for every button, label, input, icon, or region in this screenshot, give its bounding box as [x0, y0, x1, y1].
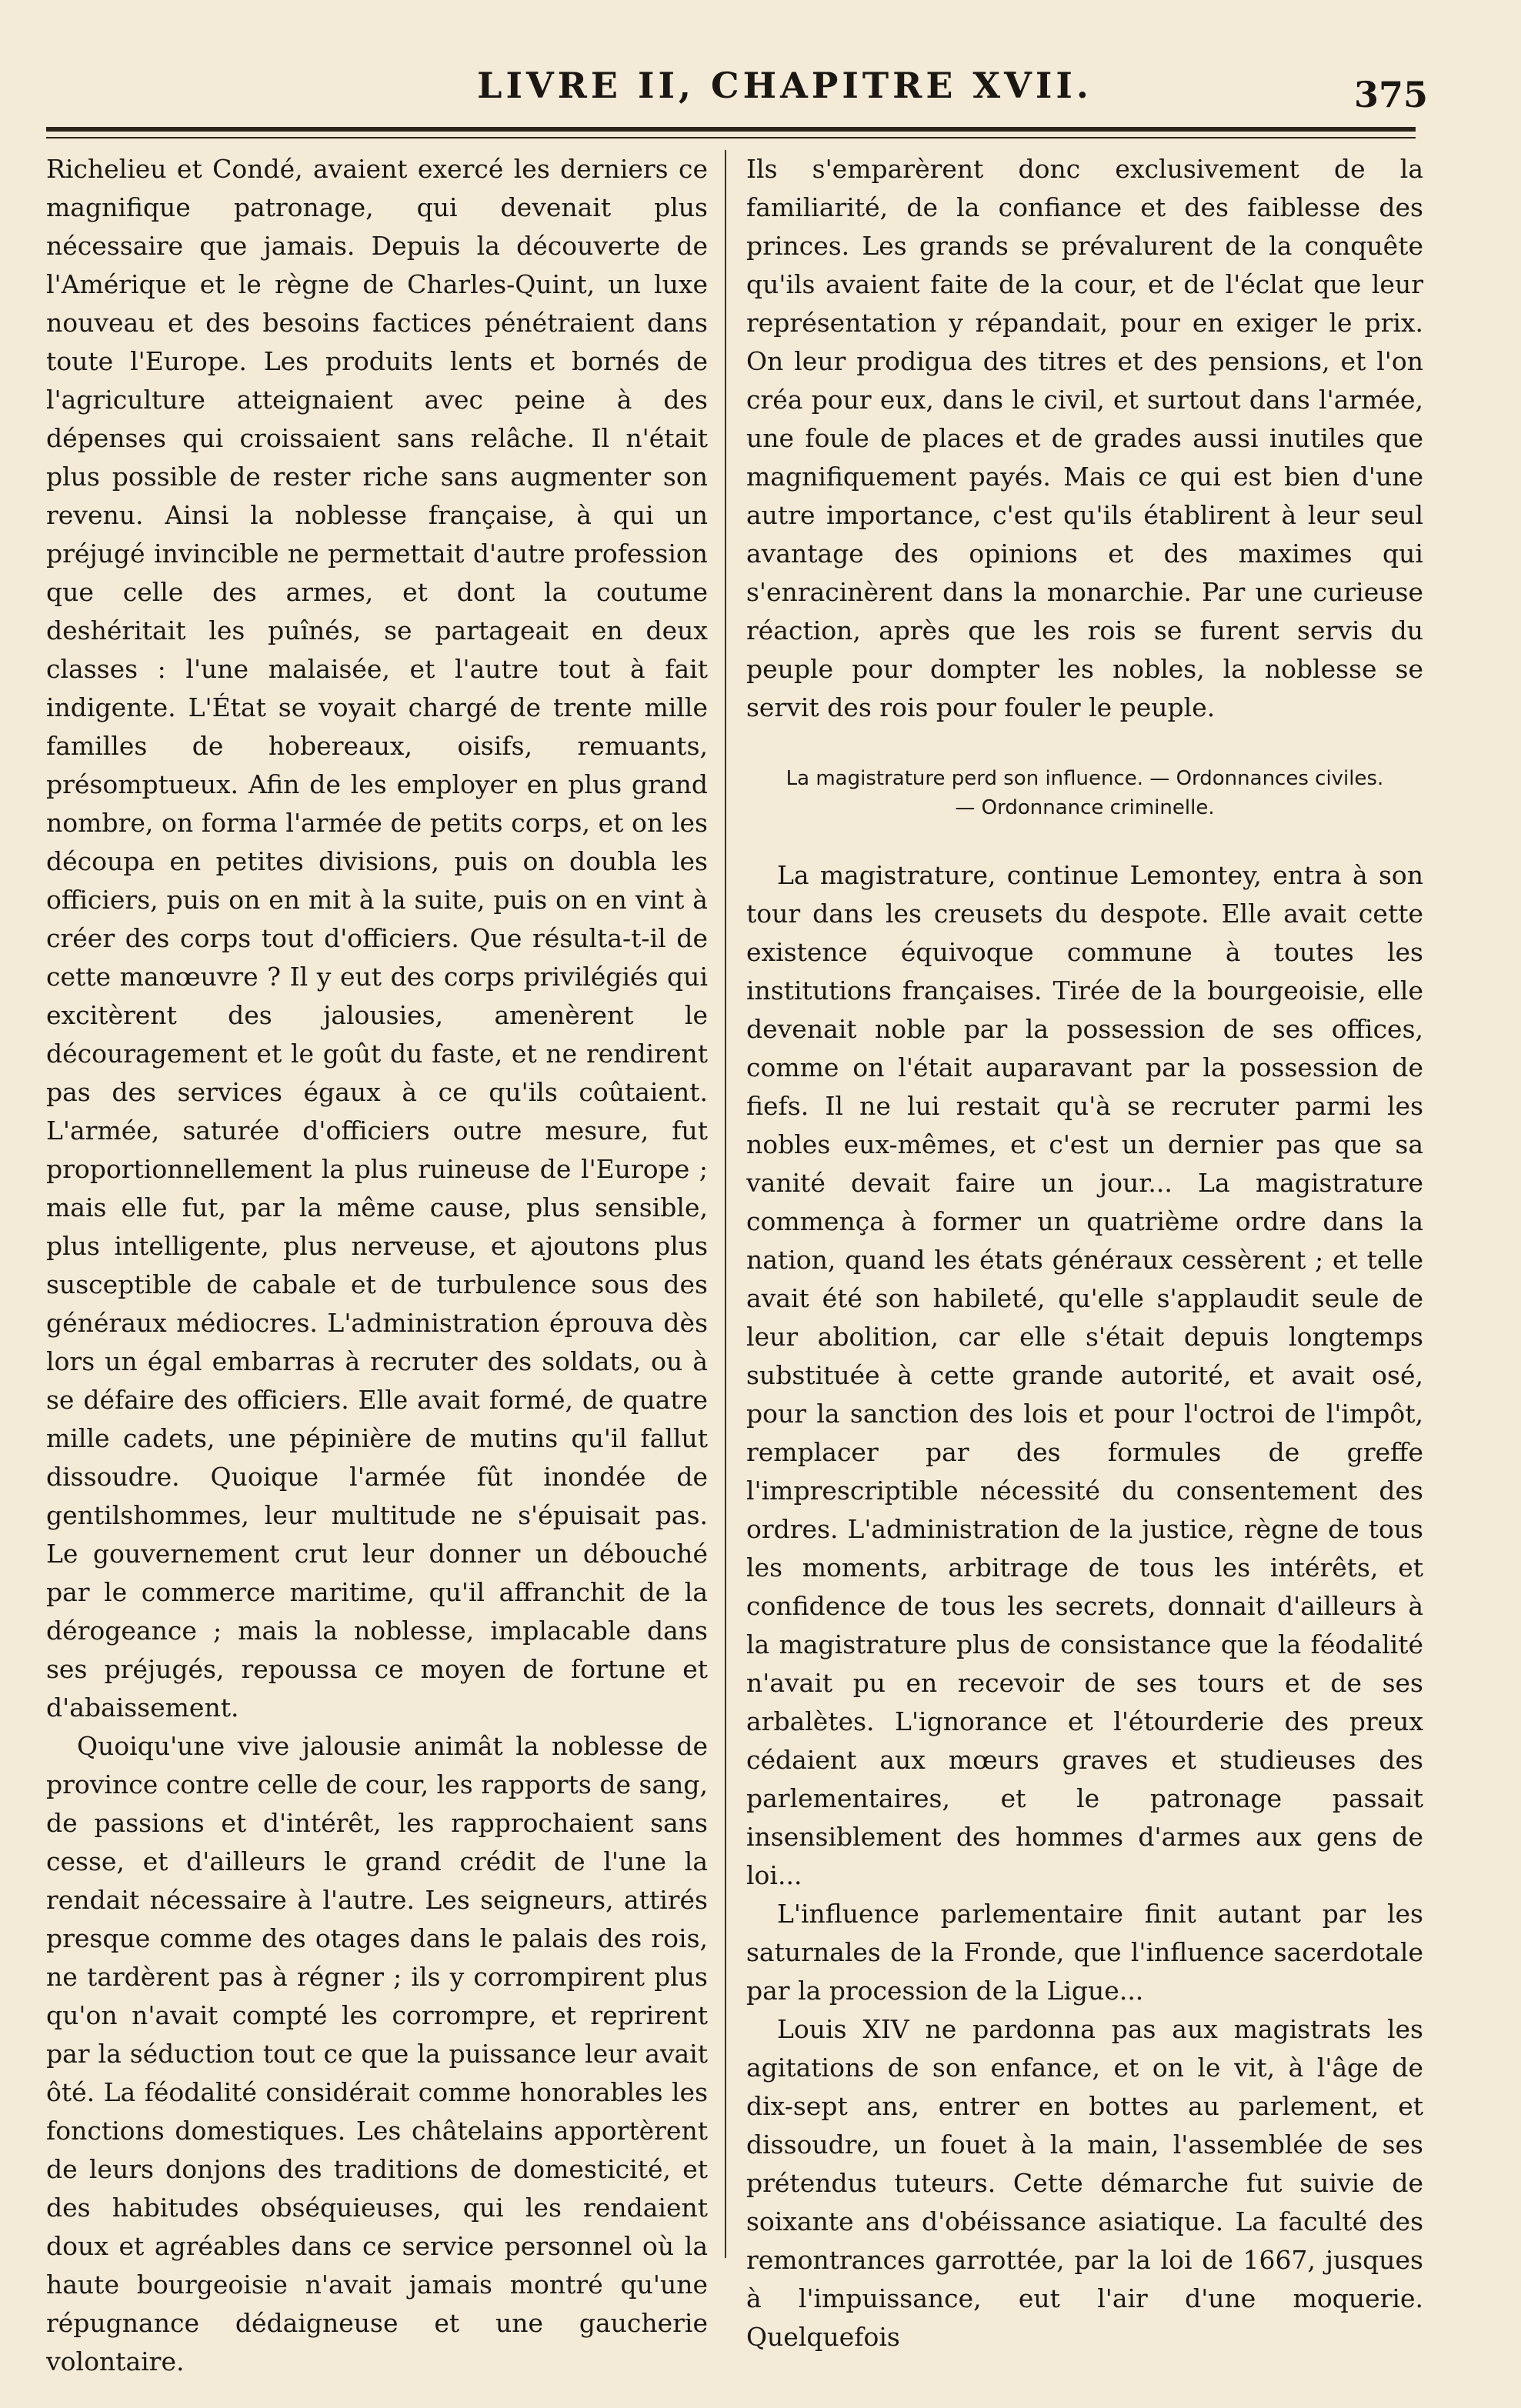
section-heading-line-1: La magistrature perd son influence. — Ordonnances civiles. [786, 767, 1384, 790]
page-header [46, 65, 1431, 118]
header-rule-thick [46, 127, 1416, 132]
header-rule-thin [46, 137, 1416, 138]
left-paragraph-1: Richelieu et Condé, avaient exercé les derniers ce magnifique patronage, qui devenait plus nécessaire que jamais. Depuis la découverte de l'Amérique et le règne de Charles-Quint, un luxe nouveau et des besoins factices pénétraient dans toute l'Europe. Les produits lents et bornés de l'agriculture atteignaient avec peine à des dépenses qui croissaient sans relâche. Il n'était plus possible de rester riche sans augmenter son revenu. Ainsi la noblesse française, à qui un préjugé invincible ne permettait d'autre profession que celle des armes, et dont la coutume deshéritait les puînés, se partageait en deux classes : l'une malaisée, et l'autre tout à fait indigente. L'État se voyait chargé de trente mille familles de hobereaux, oisifs, remuants, présomptueux. Afin de les employer en plus grand nombre, on forma l'armée de petits corps, et on les découpa en petites divisions, puis on doubla les officiers, puis on en mit à la suite, puis on en vint à créer des corps tout d'officiers. Que résulta-t-il de cette manœuvre ? Il y eut des corps privilégiés qui excitèrent des jalousies, amenèrent le découragement et le goût du faste, et ne rendirent pas des services égaux à ce qu'ils coûtaient. L'armée, saturée d'officiers outre mesure, fut proportionnellement la plus ruineuse de l'Europe ; mais elle fut, par la même cause, plus sensible, plus intelligente, plus nerveuse, et ajoutons plus susceptible de cabale et de turbulence sous des généraux médiocres. L'administration éprouva dès lors un égal embarras à recruter des soldats, ou à se défaire des officiers. Elle avait formé, de quatre mille cadets, une pépinière de mutins qu'il fallut dissoudre. Quoique l'armée fût inondée de gentilshommes, leur multitude ne s'épuisait pas. Le gouvernement crut leur donner un débouché par le commerce maritime, qu'il affranchit de la dérogeance ; mais la noblesse, implacable dans ses préjugés, repoussa ce moyen de fortune et d'abaissement. [46, 154, 708, 1723]
right-paragraph-2: La magistrature, continue Lemontey, entra à son tour dans les creusets du despote. Elle avait cette existence équivoque commune à toutes les institutions françaises. Tirée de la bourgeoisie, elle devenait noble par la possession de ses offices, comme on l'était auparavant par la possession de fiefs. Il ne lui restait qu'à se recruter parmi les nobles eux-mêmes, et c'est un dernier pas que sa vanité devait faire un jour... La magistrature commença à former un quatrième ordre dans la nation, quand les états généraux cessèrent ; et telle avait été son habileté, qu'elle s'applaudit seule de leur abolition, car elle s'était depuis longtemps substituée à cette grande autorité, et avait osé, pour la sanction des lois et pour l'octroi de l'impôt, remplacer par des formules de greffe l'imprescriptible nécessité du consentement des ordres. L'administration de la justice, règne de tous les moments, arbitrage de tous les intérêts, et confidence de tous les secrets, donnait d'ailleurs à la magistrature plus de consistance que la féodalité n'avait pu en recevoir de ses tours et de ses arbalètes. L'ignorance et l'étourderie des preux cédaient aux mœurs graves et studieuses des parlementaires, et le patronage passait insensiblement des hommes d'armes aux gens de loi... [746, 860, 1423, 1890]
left-paragraph-2: Quoiqu'une vive jalousie animât la noblesse de province contre celle de cour, les rapports de sang, de passions et d'intérêt, les rapprochaient sans cesse, et d'ailleurs le grand crédit de l'une la rendait nécessaire à l'autre. Les seigneurs, attirés presque comme des otages dans le palais des rois, ne tardèrent pas à régner ; ils y corrompirent plus qu'on n'avait compté les corrompre, et reprirent par la séduction tout ce que la puissance leur avait ôté. La féodalité considérait comme honorables les fonctions domestiques. Les châtelains apportèrent de leurs donjons des traditions de domesticité, et des habitudes obséquieuses, qui les rendaient doux et agréables dans ce service personnel où la haute bourgeoisie n'avait jamais montré qu'une répugnance dédaigneuse et une gaucherie volontaire. [46, 1731, 708, 2376]
page-number: 375 [1354, 74, 1429, 115]
column-divider [725, 150, 726, 2258]
right-paragraph-4: Louis XIV ne pardonna pas aux magistrats les agitations de son enfance, et on le vit, à l'âge de dix-sept ans, entrer en bottes au parlement, et dissoudre, un fouet à la main, l'assemblée de ses prétendus tuteurs. Cette démarche fut suivie de soixante ans d'obéissance asiatique. La faculté des remontrances garrottée, par la loi de 1667, jusques à l'impuissance, eut l'air d'une moquerie. Quelquefois [746, 2014, 1423, 2352]
section-heading-line-2: — Ordonnance criminelle. [955, 796, 1215, 819]
section-heading [746, 764, 1423, 822]
right-paragraph-3: L'influence parlementaire finit autant par les saturnales de la Fronde, que l'influence sacerdotale par la procession de la Ligue... [746, 1899, 1423, 2006]
left-column [46, 150, 708, 2381]
running-title: LIVRE II, CHAPITRE XVII. [477, 65, 1092, 106]
right-column [746, 150, 1423, 2356]
right-paragraph-1: Ils s'emparèrent donc exclusivement de la familiarité, de la confiance et des faiblesse des princes. Les grands se prévalurent de la conquête qu'ils avaient faite de la cour, et de l'éclat que leur représentation y répandait, pour en exiger le prix. On leur prodigua des titres et des pensions, et l'on créa pour eux, dans le civil, et surtout dans l'armée, une foule de places et de grades aussi inutiles que magnifiquement payés. Mais ce qui est bien d'une autre importance, c'est qu'ils établirent à leur seul avantage des opinions et des maximes qui s'enracinèrent dans la monarchie. Par une curieuse réaction, après que les rois se furent servis du peuple pour dompter les nobles, la noblesse se servit des rois pour fouler le peuple. [746, 154, 1423, 722]
